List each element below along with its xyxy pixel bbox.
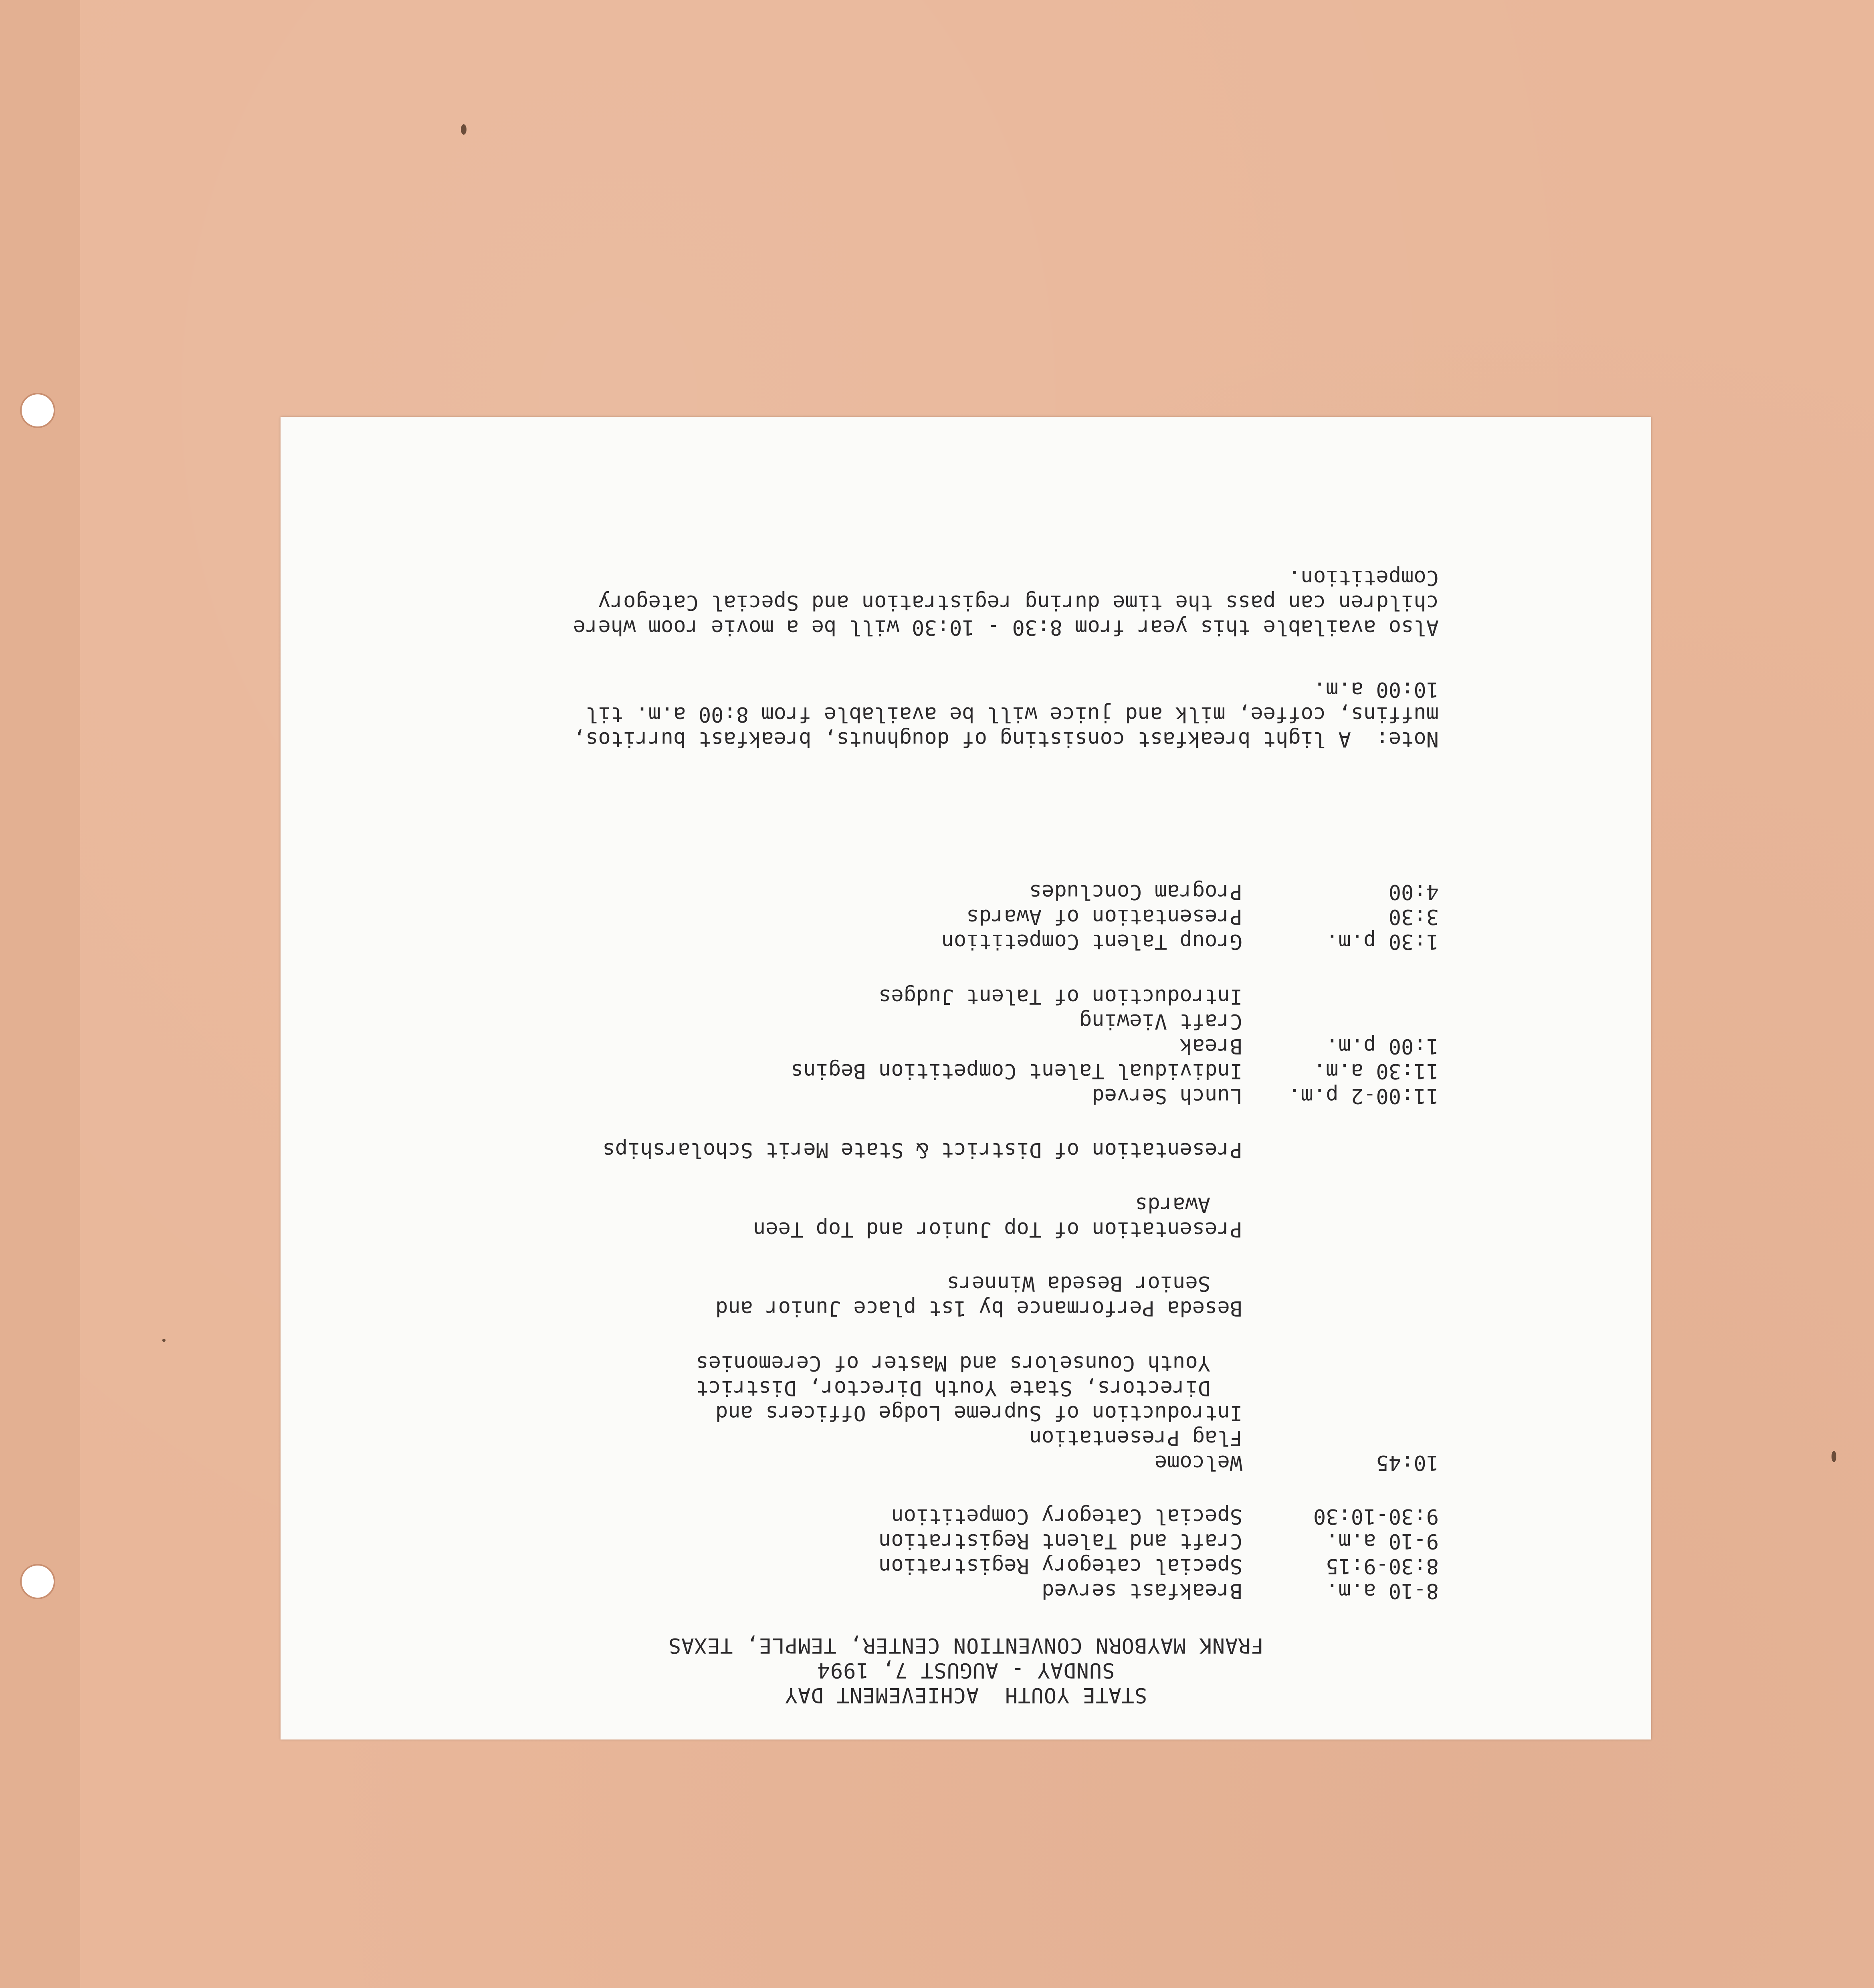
schedule-time: 10:45 [1376, 1451, 1439, 1475]
also-line: Competition. [1288, 566, 1439, 590]
schedule-event: Directors, State Youth Director, District [696, 1376, 1210, 1400]
schedule-event: Individual Talent Competition Begins [790, 1059, 1242, 1083]
schedule-event: Introduction of Talent Judges [878, 984, 1242, 1008]
schedule-time: 9:30-10:30 [1313, 1504, 1439, 1528]
schedule-event: Lunch Served [1092, 1084, 1242, 1108]
schedule-event: Craft and Talent Registration [878, 1529, 1242, 1553]
program-location: FRANK MAYBORN CONVENTION CENTER, TEMPLE, TEXAS [668, 1633, 1264, 1657]
schedule-event: Presentation of District & State Merit Scholarships [602, 1138, 1242, 1162]
punch-hole [20, 1564, 55, 1599]
paper-speck [1832, 1451, 1836, 1462]
note-line: muffins, coffee, milk and juice will be available from 8:00 a.m. til [586, 702, 1439, 726]
schedule-time: 9-10 a.m. [1326, 1529, 1439, 1553]
note-line: Note: A light breakfast consisting of doughnuts, breakfast burritos, [573, 727, 1439, 751]
program-title: STATE YOUTH ACHIEVEMENT DAY [784, 1683, 1147, 1707]
schedule-time: 8-10 a.m. [1326, 1579, 1439, 1603]
schedule-time: 11:00-2 p.m. [1288, 1084, 1439, 1108]
schedule-time: 4:00 [1388, 880, 1439, 904]
binding-strip [0, 0, 82, 1988]
schedule-time: 1:00 p.m. [1326, 1034, 1439, 1058]
schedule-event: Program Concludes [1029, 880, 1242, 904]
schedule-time: 8:30-9:15 [1326, 1554, 1439, 1578]
schedule-event: Youth Counselors and Master of Ceremonies [696, 1351, 1210, 1375]
program-date: SUNDAY - AUGUST 7, 1994 [817, 1658, 1115, 1682]
schedule-event: Special Category Competition [891, 1504, 1242, 1528]
schedule-event: Presentation of Awards [966, 905, 1242, 929]
schedule-event: Flag Presentation [1029, 1426, 1242, 1450]
schedule-event: Awards [1135, 1192, 1210, 1216]
schedule-event: Beseda Performance by 1st place Junior and [715, 1296, 1242, 1320]
schedule-event: Senior Beseda Winners [947, 1271, 1210, 1295]
paper-speck [162, 1339, 166, 1342]
schedule-event: Special category Registration [878, 1554, 1242, 1578]
schedule-time: 11:30 a.m. [1313, 1059, 1439, 1083]
also-line: children can pass the time during registration and Special Category [598, 590, 1439, 614]
schedule-event: Introduction of Supreme Lodge Officers and [715, 1401, 1242, 1425]
schedule-event: Breakfast served [1042, 1579, 1242, 1603]
note-line: 10:00 a.m. [1313, 677, 1439, 701]
schedule-event: Craft Viewing [1079, 1009, 1242, 1033]
schedule-event: Group Talent Competition [941, 929, 1242, 954]
schedule-time: 3:30 [1388, 905, 1439, 929]
schedule-event: Break [1179, 1034, 1242, 1058]
schedule-time: 1:30 p.m. [1326, 929, 1439, 954]
also-line: Also available this year from 8:30 - 10:30 will be a movie room where [573, 615, 1439, 639]
schedule-event: Presentation of Top Junior and Top Teen [753, 1217, 1242, 1241]
punch-hole [20, 393, 55, 428]
schedule-event: Welcome [1154, 1451, 1242, 1475]
program-sheet [281, 417, 1651, 1740]
paper-speck [461, 124, 466, 135]
